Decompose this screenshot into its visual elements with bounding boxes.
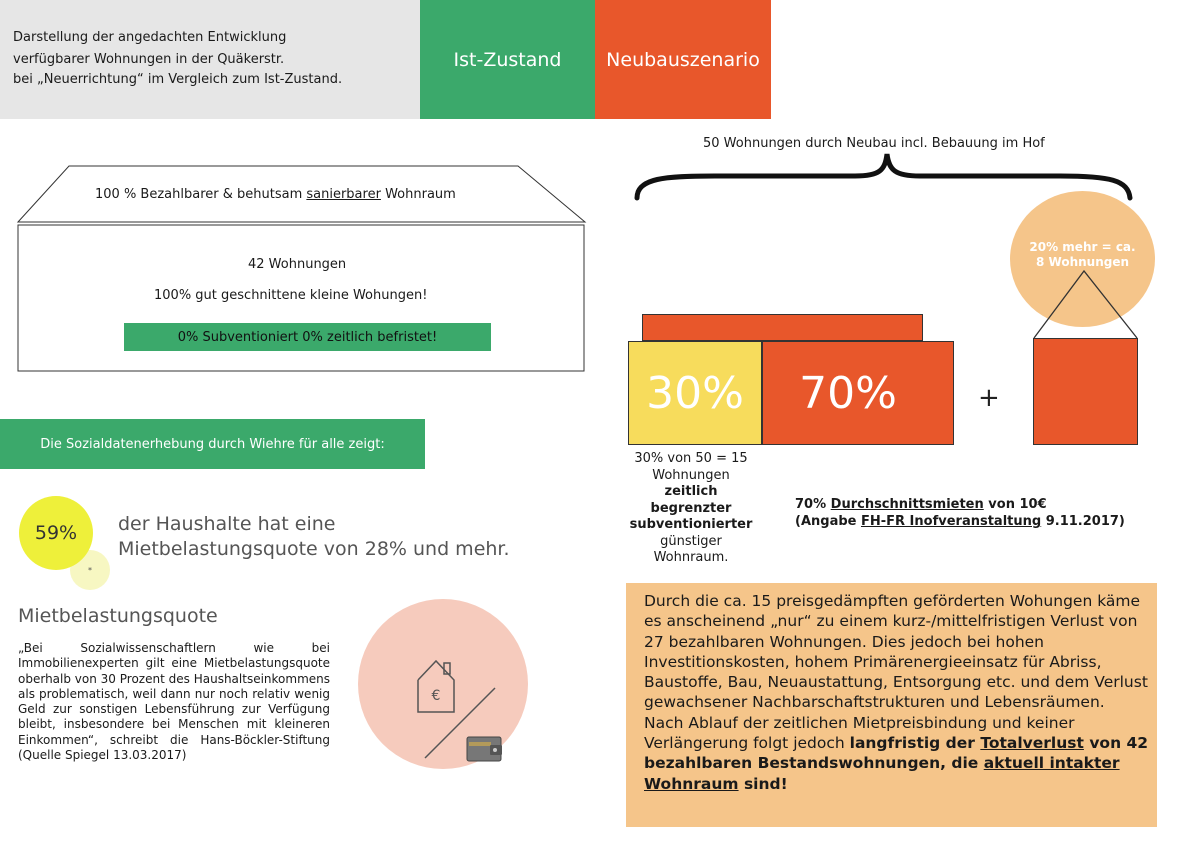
- intro-line: Darstellung der angedachten Entwicklung: [13, 30, 287, 45]
- conclusion-box: [626, 583, 1157, 827]
- intro-line: bei „Neuerrichtung“ im Vergleich zum Ist-Zustand.: [13, 72, 343, 87]
- haushalte-line1: der Haushalte hat eine: [118, 513, 336, 535]
- tab-neubauszenario[interactable]: Neubauszenario: [595, 0, 771, 119]
- quote-text: „Bei Sozialwissenschaftlern wie bei Immobilienexperten gilt eine Mietbelastungsquote oberhalb von 30 Prozent des Haushaltseinkommens als problematisch, weil dann nur noch relativ wenig Geld zur sonstigen Lebensführung zur Verfügung bleibt, insbesondere bei Menschen mit kleineren Einkommen“, schreibt die Hans-Böckler-Stiftung (Quelle Spiegel 13.03.2017): [18, 641, 330, 763]
- brace-label: 50 Wohnungen durch Neubau incl. Bebauung im Hof: [703, 136, 1045, 151]
- share-30-block: 30%: [628, 341, 762, 445]
- sozial-banner: Die Sozialdatenerhebung durch Wiehre für alle zeigt:: [0, 419, 425, 469]
- haushalte-line2: Mietbelastungsquote von 28% und mehr.: [118, 538, 510, 560]
- ist-count: 42 Wohnungen: [248, 257, 347, 272]
- conclusion-text: Durch die ca. 15 preisgedämpften geförderten Wohungen käme es anscheinend „nur“ zu einem kurz-/mittelfristigen Verlust von 27 bezahlbaren Wohnungen. Dies jedoch bei hohen Investitionskosten, hohem Primärenergieeinsatz für Abriss, Baustoffe, Bau, Neuaustattung, Entsorgung etc. und dem Verlust gewachsener Nachbarschaftstrukturen und Lebensräumen. Nach Ablauf der zeitlichen Mietpreisbindung und keiner Verlängerung folgt jedoch langfristig der Totalverlust von 42 bezahlbaren Bestandswohnungen, die aktuell intakter Wohnraum sind!: [644, 592, 1149, 793]
- building-roof-bar: [642, 314, 923, 341]
- subsidy-badge: 0% Subventioniert 0% zeitlich befristet!: [124, 323, 491, 351]
- extra-units-label: 20% mehr = ca. 8 Wohnungen: [1029, 240, 1136, 269]
- footnote-circle: *: [70, 550, 110, 590]
- tab-ist-zustand[interactable]: Ist-Zustand: [420, 0, 595, 119]
- info-70: 70% Durchschnittsmieten von 10€ (Angabe FH-FR Inofveranstaltung 9.11.2017): [795, 497, 1125, 529]
- extra-building: [1033, 338, 1138, 445]
- info-30: 30% von 50 = 15 Wohnungen zeitlich begrenzter subventionierter günstiger Wohnraum.: [629, 451, 753, 565]
- wallet-icon: [464, 733, 506, 765]
- ist-quality: 100% gut geschnittene kleine Wohungen!: [154, 288, 428, 303]
- plus-icon: +: [978, 383, 1000, 413]
- share-70-block: 70%: [762, 341, 954, 445]
- percent-circle: 59%: [19, 496, 93, 570]
- roof-triangle-icon: [1030, 265, 1142, 340]
- roof-label: 100 % Bezahlbarer & behutsam sanierbarer Wohnraum: [95, 187, 456, 202]
- svg-text:€: €: [431, 688, 441, 704]
- section-heading: Mietbelastungsquote: [18, 605, 218, 627]
- intro-line: verfügbarer Wohnungen in der Quäkerstr.: [13, 52, 285, 67]
